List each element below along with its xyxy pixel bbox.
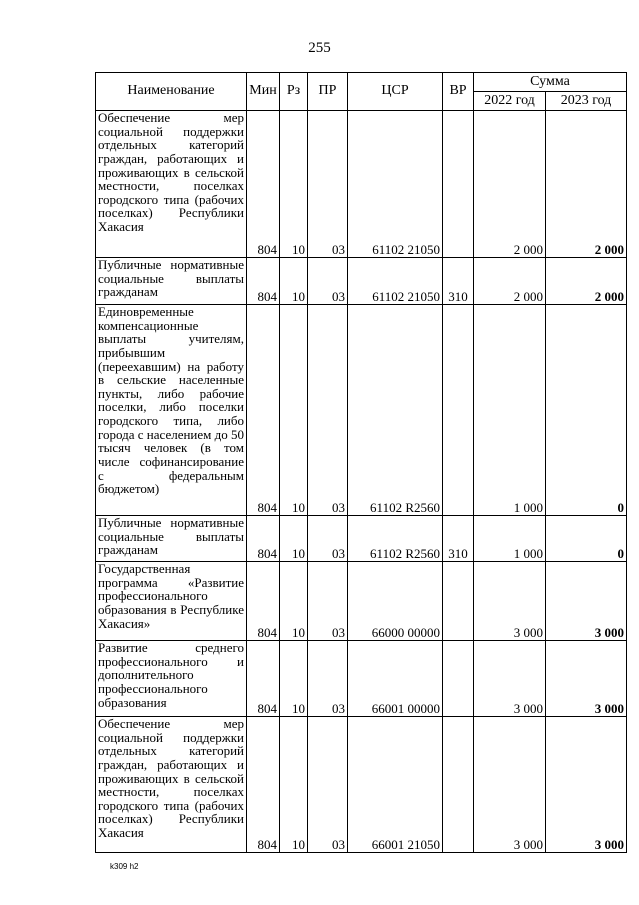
row-name: Обеспечение мер социальной поддержки отдельных категорий граждан, работающих и проживающих в сельской местности, поселках городского типа (рабочих поселках) Республики Хакасия xyxy=(96,111,247,258)
row-pr: 03 xyxy=(308,516,348,562)
table-row xyxy=(96,305,627,516)
page-number: 255 xyxy=(308,40,331,56)
table-row xyxy=(96,516,627,562)
table-row xyxy=(96,258,627,305)
row-name: Развитие среднего профессионального и дополнительного профессионального образования xyxy=(96,641,247,717)
row-2022: 1 000 xyxy=(474,305,546,516)
row-csr: 61102 21050 xyxy=(348,111,443,258)
table-row xyxy=(96,111,627,258)
col-header-pr: ПР xyxy=(308,73,348,111)
row-rz: 10 xyxy=(280,258,308,305)
row-2022: 3 000 xyxy=(474,641,546,717)
row-min: 804 xyxy=(247,516,280,562)
row-2023: 3 000 xyxy=(546,562,627,641)
row-rz: 10 xyxy=(280,305,308,516)
row-vr xyxy=(443,305,474,516)
table-row xyxy=(96,562,627,641)
col-header-name: Наименование xyxy=(96,73,247,111)
row-rz: 10 xyxy=(280,562,308,641)
col-header-sum: Сумма xyxy=(474,73,627,92)
col-header-vr: ВР xyxy=(443,73,474,111)
col-header-rz: Рз xyxy=(280,73,308,111)
row-2023: 0 xyxy=(546,305,627,516)
row-pr: 03 xyxy=(308,562,348,641)
row-2023: 3 000 xyxy=(546,717,627,853)
row-2023: 2 000 xyxy=(546,258,627,305)
row-pr: 03 xyxy=(308,717,348,853)
budget-table xyxy=(95,72,627,853)
row-pr: 03 xyxy=(308,258,348,305)
row-pr: 03 xyxy=(308,305,348,516)
row-min: 804 xyxy=(247,641,280,717)
row-2023: 2 000 xyxy=(546,111,627,258)
col-header-2023: 2023 год xyxy=(546,92,627,111)
row-name: Государственная программа «Развитие профессионального образования в Республике Хакасия» xyxy=(96,562,247,641)
row-2023: 3 000 xyxy=(546,641,627,717)
row-csr: 66001 00000 xyxy=(348,641,443,717)
row-vr: 310 xyxy=(443,516,474,562)
row-vr: 310 xyxy=(443,258,474,305)
row-2022: 1 000 xyxy=(474,516,546,562)
row-vr xyxy=(443,111,474,258)
row-pr: 03 xyxy=(308,111,348,258)
row-min: 804 xyxy=(247,305,280,516)
row-name: Публичные нормативные социальные выплаты гражданам xyxy=(96,258,247,305)
row-name: Единовременные компенсационные выплаты учителям, прибывшим (переехавшим) на работу в сельские населенные пункты, либо рабочие поселки, либо поселки городского типа, либо города с населением до 50 тысяч человек (в том числе софинансирование с федеральным бюджетом) xyxy=(96,305,247,516)
row-min: 804 xyxy=(247,111,280,258)
row-rz: 10 xyxy=(280,516,308,562)
col-header-csr: ЦСР xyxy=(348,73,443,111)
table-row xyxy=(96,717,627,853)
row-vr xyxy=(443,562,474,641)
row-2022: 3 000 xyxy=(474,717,546,853)
row-2022: 3 000 xyxy=(474,562,546,641)
row-2022: 2 000 xyxy=(474,111,546,258)
row-rz: 10 xyxy=(280,641,308,717)
row-min: 804 xyxy=(247,258,280,305)
row-vr xyxy=(443,641,474,717)
row-csr: 61102 R2560 xyxy=(348,516,443,562)
row-name: Обеспечение мер социальной поддержки отдельных категорий граждан, работающих и проживающих в сельской местности, поселках городского типа (рабочих поселках) Республики Хакасия xyxy=(96,717,247,853)
table-row xyxy=(96,641,627,717)
row-csr: 61102 21050 xyxy=(348,258,443,305)
row-2022: 2 000 xyxy=(474,258,546,305)
col-header-2022: 2022 год xyxy=(474,92,546,111)
col-header-min: Мин xyxy=(247,73,280,111)
row-csr: 61102 R2560 xyxy=(348,305,443,516)
row-rz: 10 xyxy=(280,111,308,258)
row-rz: 10 xyxy=(280,717,308,853)
row-vr xyxy=(443,717,474,853)
row-name: Публичные нормативные социальные выплаты гражданам xyxy=(96,516,247,562)
table-header xyxy=(96,73,627,111)
row-min: 804 xyxy=(247,717,280,853)
row-min: 804 xyxy=(247,562,280,641)
row-2023: 0 xyxy=(546,516,627,562)
footer-code: k309 h2 xyxy=(110,862,139,871)
row-csr: 66000 00000 xyxy=(348,562,443,641)
row-pr: 03 xyxy=(308,641,348,717)
row-csr: 66001 21050 xyxy=(348,717,443,853)
